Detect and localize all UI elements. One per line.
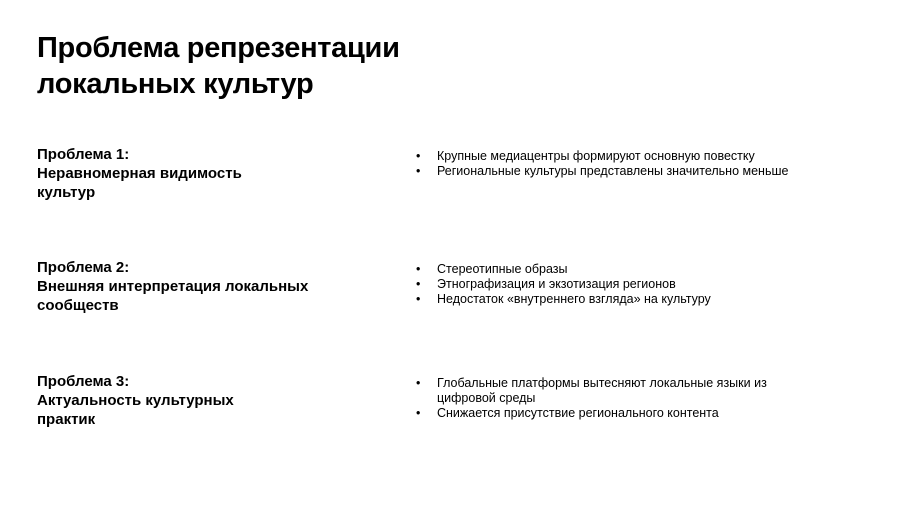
problem-1-heading [37,145,377,202]
problem-2-heading-line-1: Проблема 2: [37,259,130,276]
problem-2-bullet-list [416,262,876,307]
problem-3-heading-line-2: Актуальность культурных [37,392,234,409]
problem-2-bullet-3: • Недостаток «внутреннего взгляда» на культуру [416,292,876,307]
slide-title [37,30,637,102]
problem-1-heading-line-1: Проблема 1: [37,146,130,163]
problem-2-bullet-1: • Стереотипные образы [416,262,876,277]
problem-2-heading-line-2: Внешняя интерпретация локальных [37,278,309,295]
slide-title-line-2: локальных культур [37,68,314,100]
slide-title-line-1: Проблема репрезентации [37,32,400,64]
problem-3-bullet-list [416,376,876,421]
problem-3-bullet-2: • Снижается присутствие регионального контента [416,406,876,421]
problem-1-bullet-1: • Крупные медиацентры формируют основную повестку [416,149,876,164]
problem-1-heading-line-3: культур [37,184,96,201]
problem-3-bullet-1: • Глобальные платформы вытесняют локальные языки из цифровой среды [416,376,767,406]
problem-1-heading-line-2: Неравномерная видимость [37,165,242,182]
problem-1-bullet-2: • Региональные культуры представлены значительно меньше [416,164,876,179]
problem-3-heading-line-1: Проблема 3: [37,373,130,390]
problem-1-bullet-list [416,149,876,179]
problem-2-heading-line-3: сообществ [37,297,119,314]
problem-2-heading [37,258,377,315]
problem-3-heading-line-3: практик [37,411,96,428]
problem-3-heading [37,372,377,429]
problem-2-bullet-2: • Этнографизация и экзотизация регионов [416,277,876,292]
